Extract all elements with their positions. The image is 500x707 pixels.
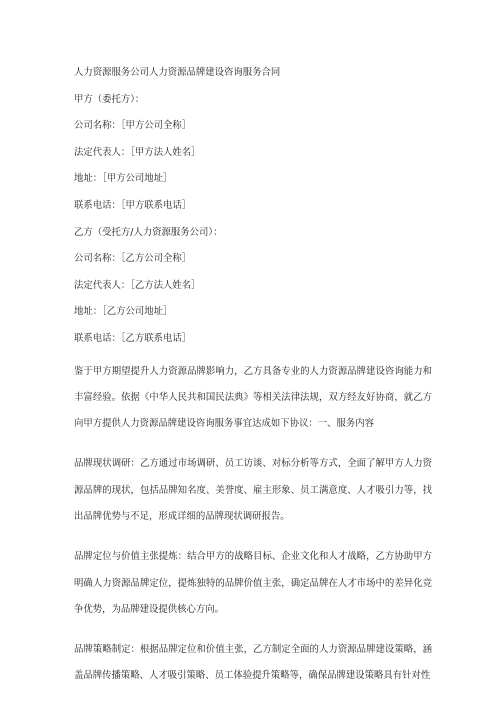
party-b-phone: 联系电话：［乙方联系电话］ bbox=[74, 332, 192, 344]
party-a-heading: 甲方（委托方）： bbox=[74, 93, 145, 105]
preamble-paragraph: 鉴于甲方期望提升人力资源品牌影响力，乙方具备专业的人力资源品牌建设咨询能力和丰富经验。依据《中华人民共和国民法典》等相关法律法规，双方经友好协商，就乙方向甲方提供人力资源品牌建设咨询服务事宜达成如下协议：一、服务内容 bbox=[74, 365, 432, 430]
party-a-legal-representative: 法定代表人：［甲方法人姓名］ bbox=[74, 146, 201, 158]
party-b-address: 地址：［乙方公司地址］ bbox=[74, 306, 173, 318]
service-brand-positioning-paragraph: 品牌定位与价值主张提炼：结合甲方的战略目标、企业文化和人才战略，乙方协助甲方明确人力资源品牌定位，提炼独特的品牌价值主张，确定品牌在人才市场中的差异化竞争优势，为品牌建设提供核心方向。 bbox=[74, 551, 432, 615]
party-b-heading: 乙方（受托方/人力资源服务公司）： bbox=[74, 226, 223, 238]
party-a-phone: 联系电话：［甲方联系电话］ bbox=[74, 199, 192, 211]
party-b-company-name: 公司名称：［乙方公司全称］ bbox=[74, 253, 192, 265]
party-b-legal-representative: 法定代表人：［乙方法人姓名］ bbox=[74, 279, 201, 291]
service-brand-strategy-paragraph: 品牌策略制定：根据品牌定位和价值主张，乙方制定全面的人力资源品牌建设策略，涵盖品牌传播策略、人才吸引策略、员工体验提升策略等，确保品牌建设策略具有针对性 bbox=[74, 643, 432, 682]
document-body bbox=[74, 66, 432, 690]
contract-title: 人力资源服务公司人力资源品牌建设咨询服务合同 bbox=[74, 67, 281, 78]
party-a-company-name: 公司名称：［甲方公司全称］ bbox=[74, 120, 192, 132]
party-a-address: 地址：［甲方公司地址］ bbox=[74, 173, 173, 185]
service-brand-research-paragraph: 品牌现状调研：乙方通过市场调研、员工访谈、对标分析等方式，全面了解甲方人力资源品牌的现状，包括品牌知名度、美誉度、雇主形象、员工满意度、人才吸引力等，找出品牌优势与不足，形成详细的品牌现状调研报告。 bbox=[74, 458, 432, 523]
